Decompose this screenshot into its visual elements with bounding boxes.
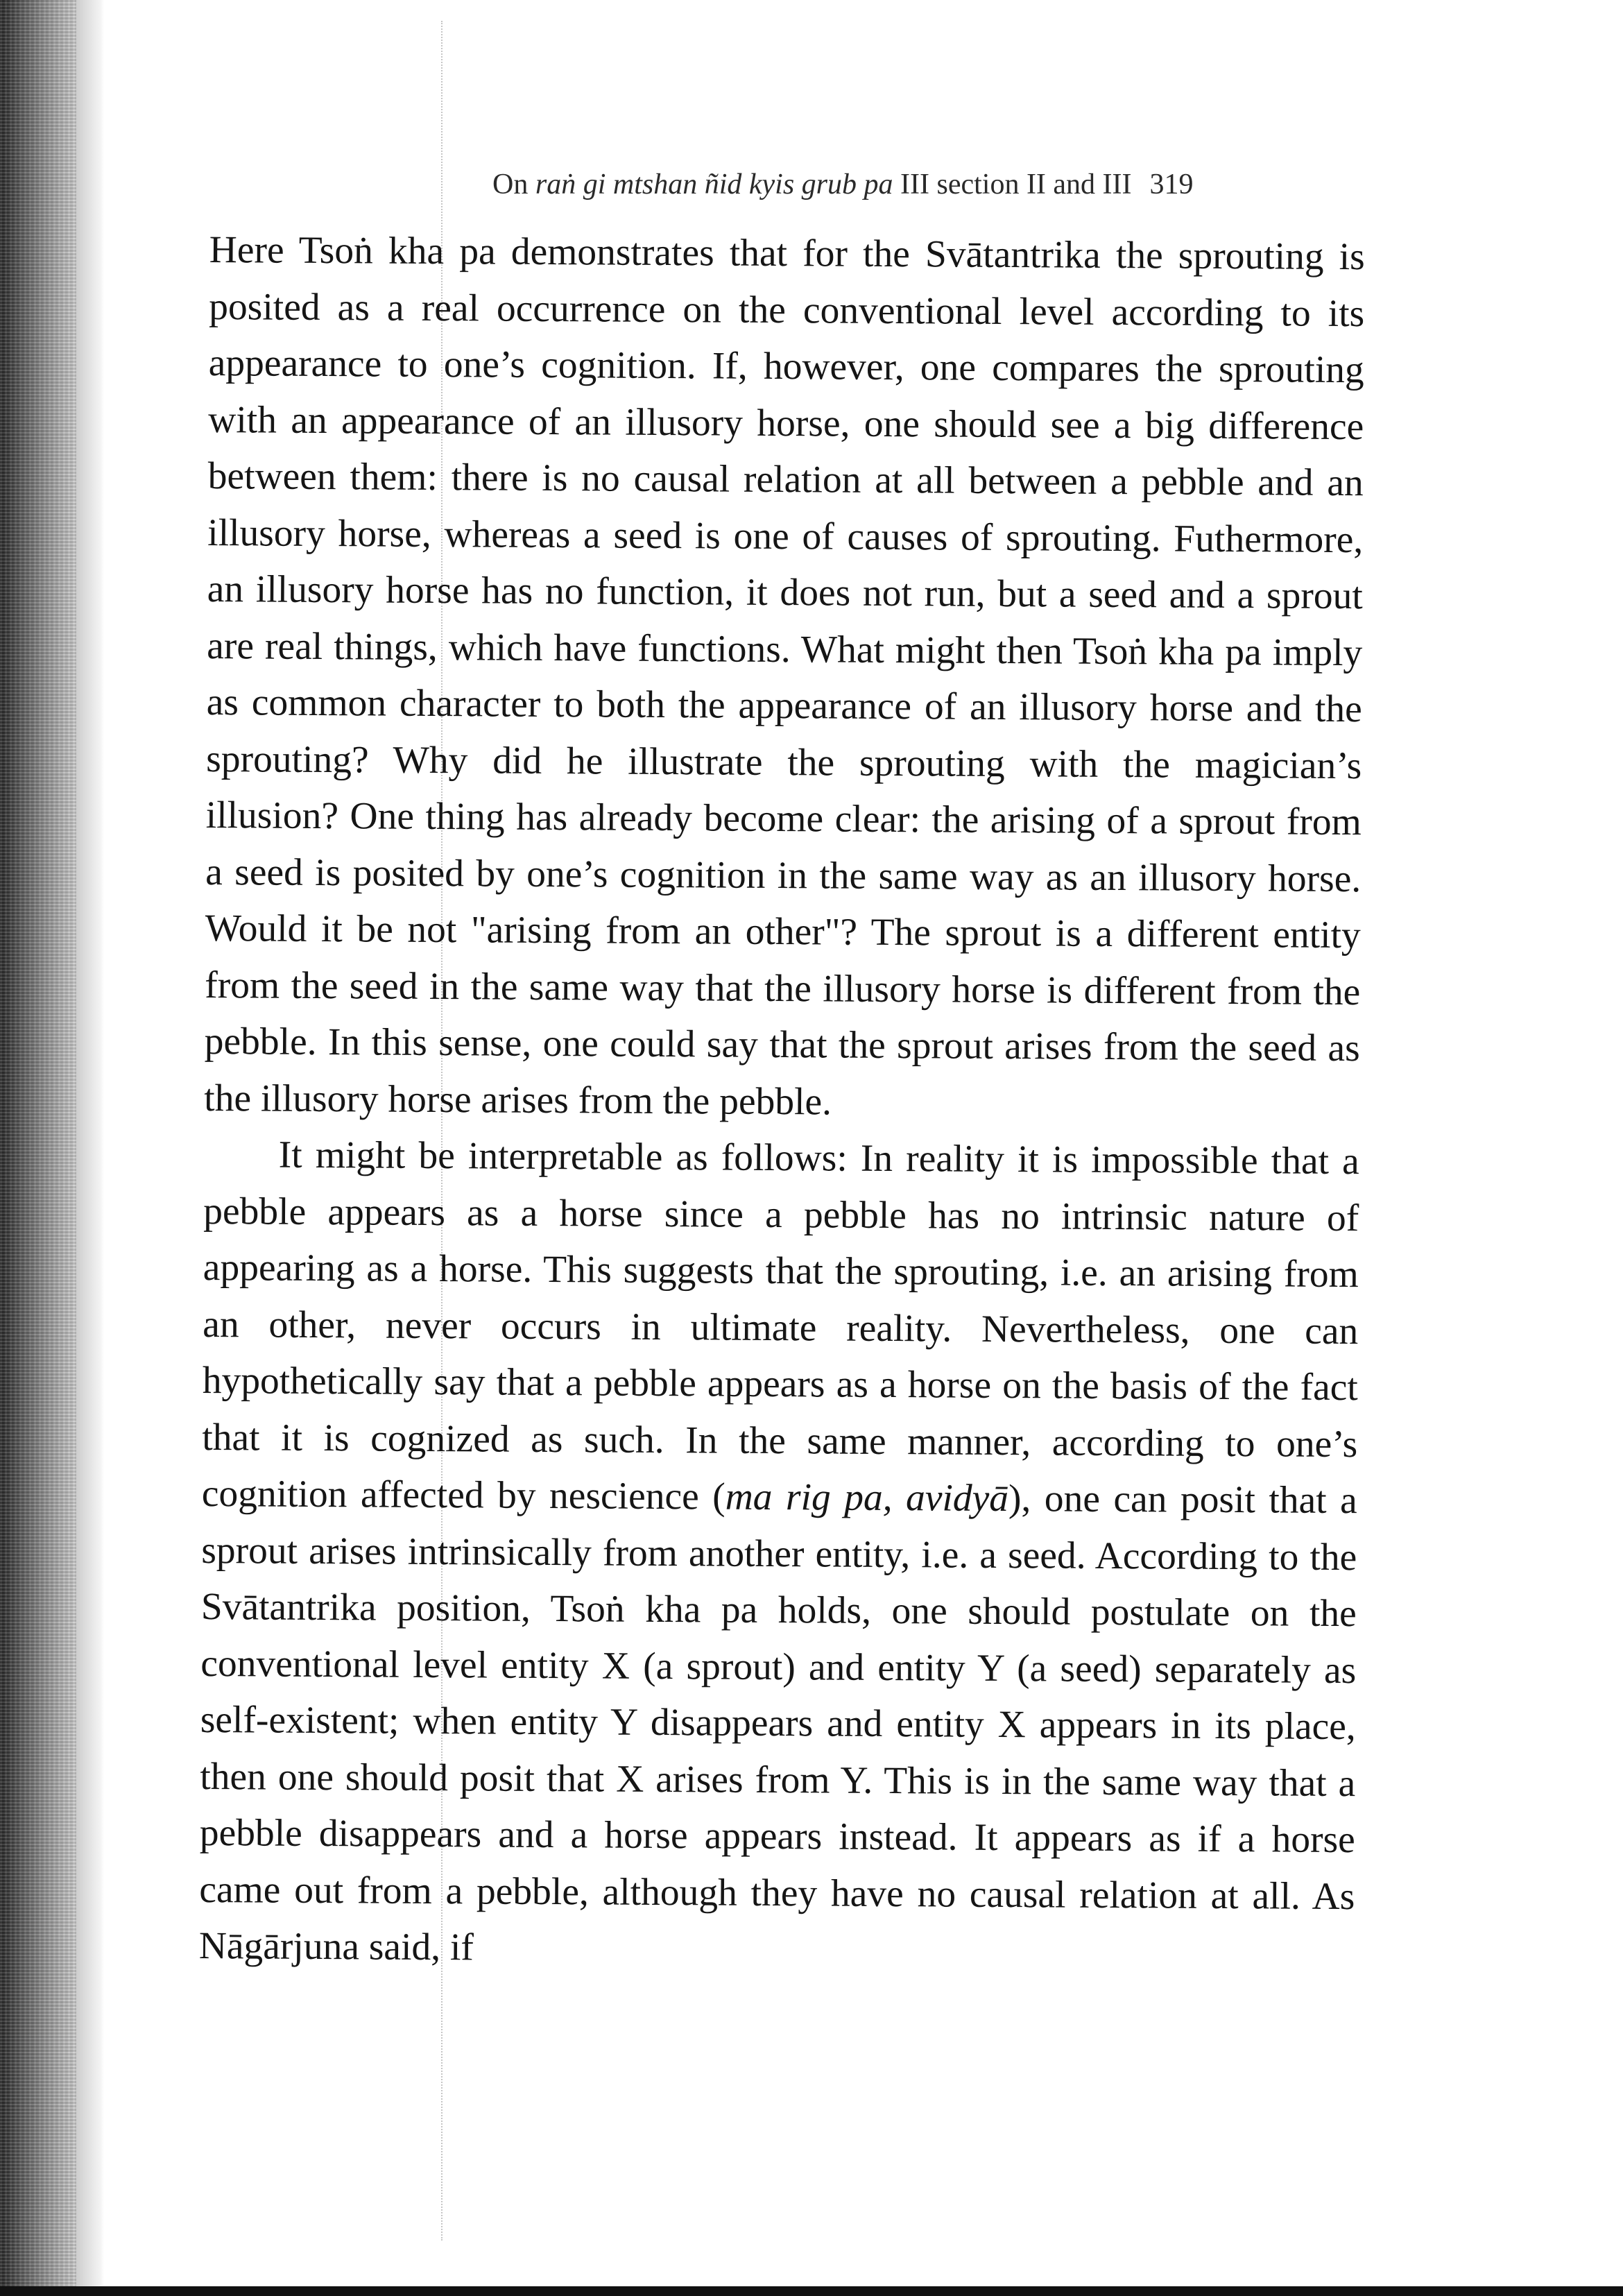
scan-binding-texture <box>0 0 76 2296</box>
paragraph-2-text-before: It might be interpretable as follows: In reality it is impossible that a pebble appears as a horse since a pebble has no intrinsic nature of appearing as a horse. This suggests that the sprouting, i.e. an arising from an other, never occurs in ultimate reality. Nevertheless, one can hypothetically say that a pebble appears as a horse on the basis of the fact that it is cognized as such. In the same manner, according to one’s cognition affected by nescience ( <box>201 1133 1359 1518</box>
paragraph-1: Here Tsoṅ kha pa demonstrates that for the Svātantrika the sprouting is posited as a real occurrence on the conventional level according to its appearance to one’s cognition. If, however, one compares the sprouting with an appearance of an illusory horse, one should see a big difference between them: there is no causal relation at all between a pebble and an illusory horse, whereas a seed is one of causes of sprouting. Futhermore, an illusory horse has no function, it does not run, but a seed and a sprout are real things, which have functions. What might then Tsoṅ kha pa imply as common character to both the appearance of an illusory horse and the sprouting? Why did he illustrate the sprouting with the magician’s illusion? One thing has already become clear: the arising of a sprout from a seed is posited by one’s cognition in the same way as an illusory horse. Would it be not "arising from an other"? The sprout is a different entity from the seed in the same way that the illusory horse is different from the pebble. In this sense, one could say that the sprout arises from the seed as the illusory horse arises from the pebble. <box>204 228 1365 1124</box>
paragraph-2-italic-term: ma rig pa, avidyā <box>725 1475 1009 1520</box>
running-head <box>492 165 1366 204</box>
scan-bottom-edge <box>0 2286 1623 2296</box>
running-head-italic-title: raṅ gi mtshan ñid kyis grub pa <box>535 169 893 200</box>
body-text <box>199 222 1365 1982</box>
running-head-prefix: On <box>492 169 535 200</box>
paragraph-2-text-after: ), one can posit that a sprout arises intrinsically from another entity, i.e. a seed. According to the Svātantrika position, Tsoṅ kha pa holds, one should postulate on the conventional level entity X (a sprout) and entity Y (a seed) separately as self-existent; when entity Y disappears and entity X appears in its place, then one should posit that X arises from Y. This is in the same way that a pebble disappears and a horse appears instead. It appears as if a horse came out from a pebble, although they have no causal relation at all. As Nāgārjuna said, if <box>198 1477 1357 1969</box>
running-head-section: III section II and III <box>893 169 1132 200</box>
paragraph-2 <box>199 1126 1359 1982</box>
page-number: 319 <box>1149 169 1194 200</box>
